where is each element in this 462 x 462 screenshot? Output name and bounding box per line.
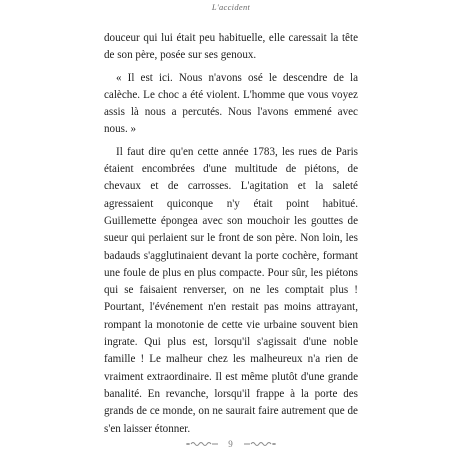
body-text — [104, 30, 358, 438]
scroll-ornament-icon — [243, 440, 277, 448]
paragraph-dialogue: « Il est ici. Nous n'avons osé le descendre de la calèche. Le choc a été violent. L'homme que vous voyez assis là nous a percutés. Nous l'avons emmené avec nous. » — [104, 71, 358, 136]
paragraph-narrative: Il faut dire qu'en cette année 1783, les rues de Paris étaient encombrées d'une multitude de piétons, de chevaux et de carrosses. L'agitation et la saleté agressaient quiconque n'y était point habitué. Guillemette épongea avec son mouchoir les gouttes de sueur qui perlaient sur le front de son père. Non loin, les badauds s'agglutinaient devant la porte cochère, formant une foule de plus en plus compacte. Pour sûr, les piétons qui se faisaient renverser, on ne les comptait plus ! Pourtant, l'événement n'en restait pas moins attrayant, rompant la monotonie de cette vie urbaine souvent bien ingrate. Qui plus est, lorsqu'il s'agissait d'une noble famille ! Le malheur chez les malheureux n'a rien de vraiment extraordinaire. Il est même plutôt d'une grande banalité. En revanche, lorsqu'il frappe à la porte des grands de ce monde, on ne saurait faire autrement que de s'en laisser étonner. — [104, 145, 358, 435]
paragraph-continuation: douceur qui lui était peu habituelle, elle caressait la tête de son père, posée sur ses genoux. — [104, 32, 358, 62]
page-number: 9 — [228, 438, 234, 449]
running-head: L'accident — [211, 2, 251, 12]
page-footer — [0, 438, 462, 449]
scroll-ornament-icon — [185, 440, 219, 448]
